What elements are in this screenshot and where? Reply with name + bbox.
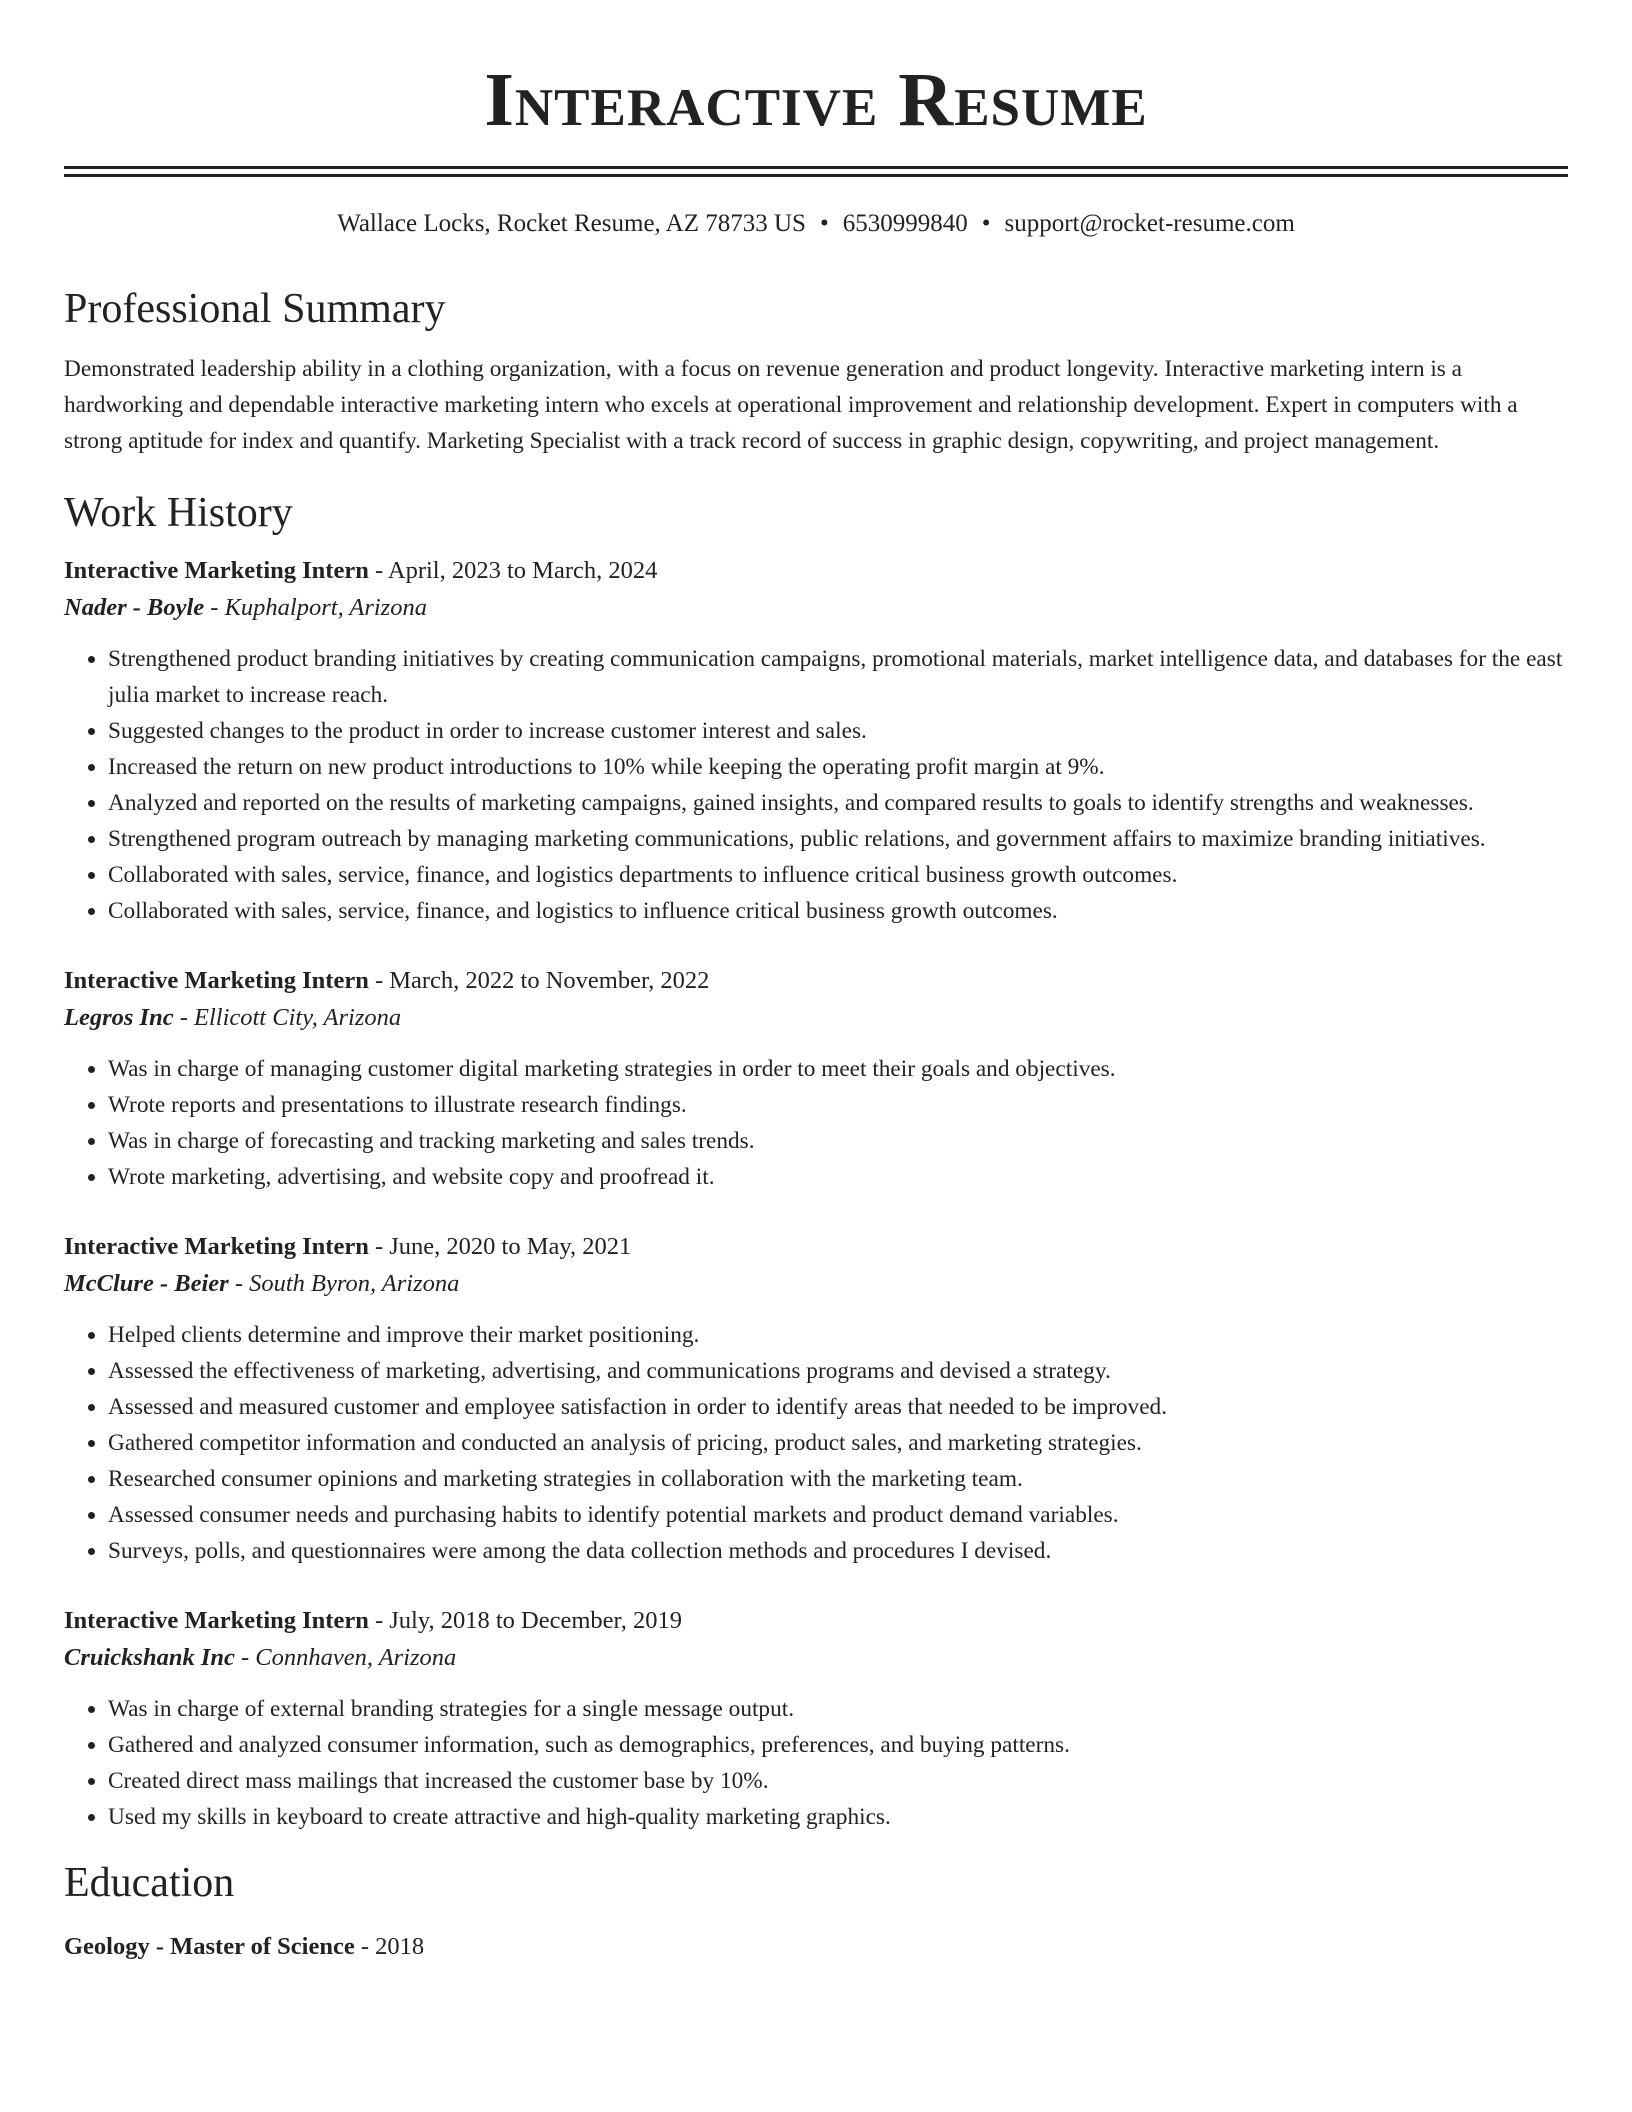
job-bullet: • Increased the return on new product introductions to 10% while keeping the operating profit margin at 9%. [108,749,1568,785]
job-bullet: • Wrote marketing, advertising, and website copy and proofread it. [108,1159,1568,1195]
job-bullet: • Researched consumer opinions and marketing strategies in collaboration with the marketing team. [108,1461,1568,1497]
job-bullet: • Created direct mass mailings that increased the customer base by 10%. [108,1763,1568,1799]
section-title-summary: Professional Summary [64,286,446,332]
job-bullets [64,1051,1568,1195]
company-line [64,1639,1568,1677]
job-bullet: • Gathered and analyzed consumer information, such as demographics, preferences, and buying patterns. [108,1727,1568,1763]
education-year: - 2018 [354,1933,425,1960]
job-entry [64,553,1568,929]
contact-line [64,207,1568,241]
job-bullet: • Suggested changes to the product in order to increase customer interest and sales. [108,713,1568,749]
job-title: Interactive Marketing Intern [64,1233,369,1260]
contact-separator: • [981,210,991,237]
company-name: Nader - Boyle [64,594,205,621]
job-dates: - March, 2022 to November, 2022 [368,967,710,994]
job-bullets [64,1317,1568,1569]
job-title: Interactive Marketing Intern [64,1607,369,1634]
company-location: - Ellicott City, Arizona [173,1004,402,1031]
header-double-rule [64,166,1568,177]
job-bullet: • Surveys, polls, and questionnaires were among the data collection methods and procedures I devised. [108,1533,1568,1569]
job-dates: - July, 2018 to December, 2019 [368,1607,682,1634]
job-bullet: • Helped clients determine and improve their market positioning. [108,1317,1568,1353]
company-line [64,1265,1568,1303]
job-entry [64,1603,1568,1835]
job-bullet: • Strengthened product branding initiatives by creating communication campaigns, promotional materials, market intelligence data, and databases for the east julia market to increase reach. [108,641,1568,713]
contact-phone: 6530999840 [842,210,968,237]
job-bullet: • Was in charge of forecasting and tracking marketing and sales trends. [108,1123,1568,1159]
company-name: Legros Inc [64,1004,174,1031]
company-location: - Kuphalport, Arizona [204,594,427,621]
job-bullet: • Collaborated with sales, service, finance, and logistics to influence critical business growth outcomes. [108,893,1568,929]
job-title: Interactive Marketing Intern [64,967,369,994]
section-title-education: Education [64,1860,235,1906]
job-bullet: • Strengthened program outreach by managing marketing communications, public relations, and government affairs to maximize branding initiatives. [108,821,1568,857]
job-bullet: • Collaborated with sales, service, finance, and logistics departments to influence critical business growth outcomes. [108,857,1568,893]
job-entry [64,963,1568,1195]
job-bullet: • Assessed consumer needs and purchasing habits to identify potential markets and product demand variables. [108,1497,1568,1533]
job-bullet: • Assessed the effectiveness of marketing, advertising, and communications programs and devised a strategy. [108,1353,1568,1389]
company-line [64,999,1568,1037]
job-entry [64,1229,1568,1569]
job-bullet: • Was in charge of external branding strategies for a single message output. [108,1691,1568,1727]
job-header [64,553,1568,589]
resume-name: Interactive Resume [484,58,1148,142]
job-header [64,963,1568,999]
company-location: - South Byron, Arizona [228,1270,460,1297]
job-bullet: • Analyzed and reported on the results of marketing campaigns, gained insights, and compared results to goals to identify strengths and weaknesses. [108,785,1568,821]
job-bullet: • Was in charge of managing customer digital marketing strategies in order to meet their goals and objectives. [108,1051,1568,1087]
company-line [64,589,1568,627]
company-location: - Connhaven, Arizona [234,1644,457,1671]
job-bullet: • Gathered competitor information and conducted an analysis of pricing, product sales, and marketing strategies. [108,1425,1568,1461]
job-bullet: • Wrote reports and presentations to illustrate research findings. [108,1087,1568,1123]
company-name: McClure - Beier [64,1270,229,1297]
company-name: Cruickshank Inc [64,1644,235,1671]
job-title: Interactive Marketing Intern [64,557,369,584]
summary-text: Demonstrated leadership ability in a clothing organization, with a focus on revenue generation and product longevity. Interactive marketing intern is a hardworking and dependable interactive marketing intern who excels at operational improvement and relationship development. Expert in computers with a strong aptitude for index and quantify. Marketing Specialist with a track record of success in graphic design, copywriting, and project management. [64,356,1518,454]
job-bullets [64,641,1568,929]
job-dates: - April, 2023 to March, 2024 [368,557,658,584]
contact-separator: • [819,210,829,237]
job-bullet: • Assessed and measured customer and employee satisfaction in order to identify areas that needed to be improved. [108,1389,1568,1425]
job-dates: - June, 2020 to May, 2021 [368,1233,632,1260]
job-bullets [64,1691,1568,1835]
contact-email: support@rocket-resume.com [1004,210,1295,237]
job-header [64,1603,1568,1639]
education-degree: Geology - Master of Science [64,1933,355,1960]
education-entry [64,1929,1568,1965]
contact-address: Wallace Locks, Rocket Resume, AZ 78733 US [337,210,806,237]
job-bullet: • Used my skills in keyboard to create attractive and high-quality marketing graphics. [108,1799,1568,1835]
job-header [64,1229,1568,1265]
section-title-work-history: Work History [64,490,293,536]
